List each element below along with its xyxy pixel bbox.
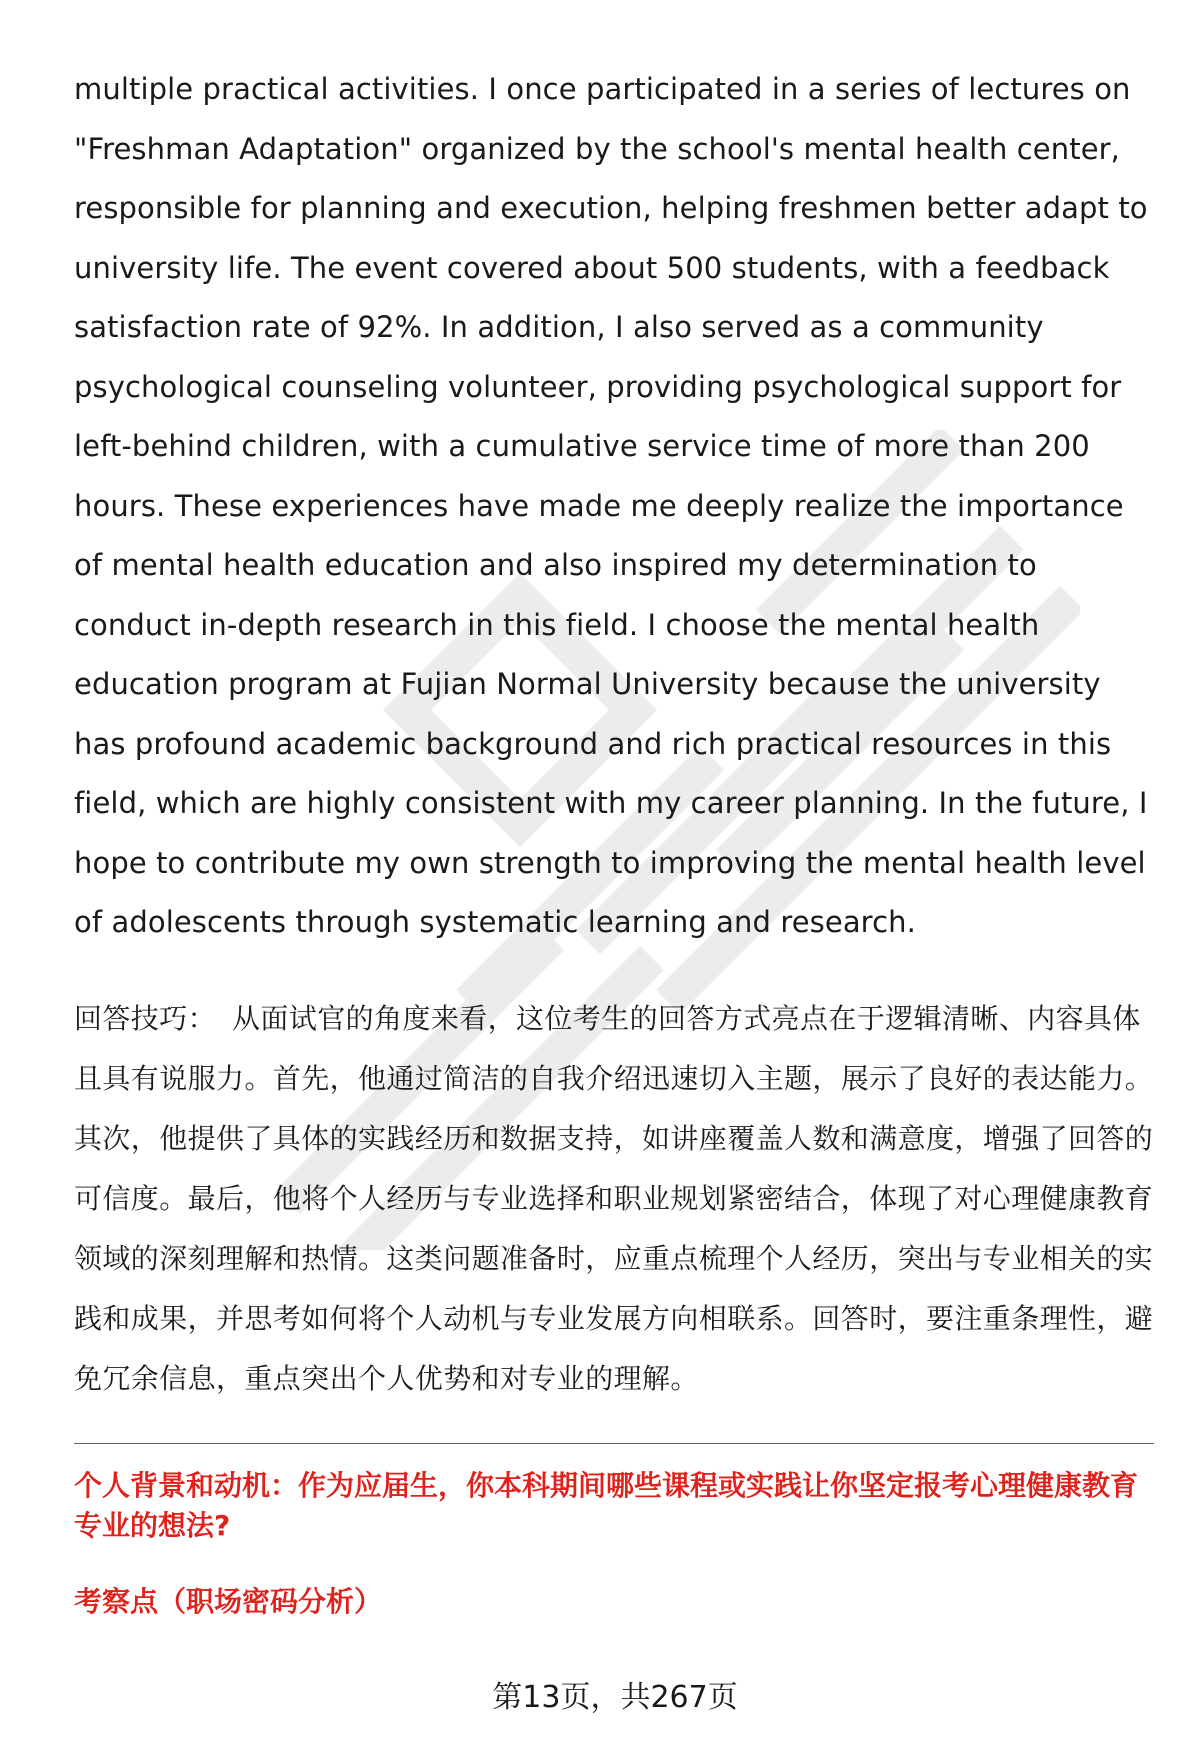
page-content [74, 60, 1154, 1622]
answer-tips-paragraph [74, 989, 1154, 1409]
question-heading: 个人背景和动机：作为应届生，你本科期间哪些课程或实践让你坚定报考心理健康教育专业的想法? [74, 1468, 1139, 1542]
assessment-points-heading: 考察点（职场密码分析） [74, 1584, 383, 1618]
answer-tips-text: 从面试官的角度来看，这位考生的回答方式亮点在于逻辑清晰、内容具体且具有说服力。首先，他通过简洁的自我介绍迅速切入主题，展示了良好的表达能力。其次，他提供了具体的实践经历和数据支持，如讲座覆盖人数和满意度，增强了回答的可信度。最后，他将个人经历与专业选择和职业规划紧密结合，体现了对心理健康教育领域的深刻理解和热情。这类问题准备时，应重点梳理个人经历，突出与专业相关的实践和成果，并思考如何将个人动机与专业发展方向相联系。回答时，要注重条理性，避免冗余信息，重点突出个人优势和对专业的理解。 [74, 1001, 1154, 1395]
section-divider [74, 1443, 1154, 1444]
english-answer-paragraph: multiple practical activities. I once participated in a series of lectures on "Freshman Adaptation" organized by the school's mental health center, responsible for planning and execution, helping freshmen better adapt to university life. The event covered about 500 students, with a feedback satisfaction rate of 92%. In addition, I also served as a community psychological counseling volunteer, providing psychological support for left-behind children, with a cumulative service time of more than 200 hours. These experiences have made me deeply realize the importance of mental health education and also inspired my determination to conduct in-depth research in this field. I choose the mental health education program at Fujian Normal University because the university has profound academic background and rich practical resources in this field, which are highly consistent with my career planning. In the future, I hope to contribute my own strength to improving the mental health level of adolescents through systematic learning and research. [74, 72, 1148, 939]
page-number: 第13页，共267页 [492, 1680, 738, 1715]
answer-tips-label: 回答技巧： [74, 1001, 217, 1035]
